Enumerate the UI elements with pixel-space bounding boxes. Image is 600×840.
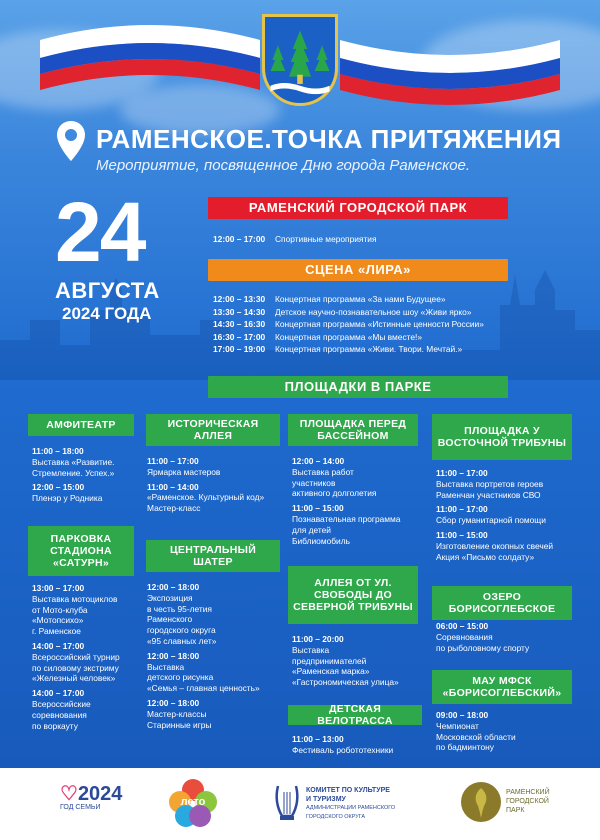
park-logo-line: ГОРОДСКОЙ: [506, 798, 549, 805]
event-time: 12:00 – 14:00: [292, 456, 345, 466]
event-line: Выставка «Развитие.: [32, 456, 115, 467]
event-time: 11:00 – 15:00: [292, 503, 344, 514]
event-line: городского округа: [147, 625, 216, 636]
venue-title-amphitheater: АМФИТЕАТР: [28, 414, 134, 436]
event-time: 11:00 – 20:00: [292, 634, 344, 644]
event-line: «Железный человек»: [32, 673, 116, 684]
page-subtitle: Мероприятие, посвященное Дню города Раменское.: [96, 157, 471, 174]
committee-line: АДМИНИСТРАЦИИ РАМЕНСКОГО: [306, 805, 396, 811]
page-title: РАМЕНСКОЕ.ТОЧКА ПРИТЯЖЕНИЯ: [96, 124, 562, 154]
schedule-time: 12:00 – 13:30: [213, 294, 266, 304]
venue-tent: [147, 582, 285, 730]
event-time: 11:00 – 18:00: [32, 446, 84, 456]
summer-logo-text: лето: [180, 796, 206, 808]
summer-logo: [168, 778, 218, 828]
schedule-row: [213, 318, 484, 331]
park-schedule: [213, 233, 377, 246]
venue-title-east: ПЛОЩАДКА У ВОСТОЧНОЙ ТРИБУНЫ: [432, 414, 572, 460]
event-time: 06:00 – 15:00: [436, 621, 489, 631]
event-line: участников: [292, 477, 336, 488]
event-line: в честь 95-летия: [147, 603, 212, 614]
ramenskoye-coat-of-arms-icon: [262, 14, 338, 106]
event-line: Библиомобиль: [292, 535, 350, 546]
event-line: детского рисунка: [147, 672, 214, 683]
venue-title-mfsk: МАУ МФСК «БОРИСОГЛЕБСКИЙ»: [432, 670, 572, 704]
venue-title-alley: ИСТОРИЧЕСКАЯ АЛЛЕЯ: [146, 414, 280, 446]
event-line: Соревнования: [436, 631, 493, 642]
lira-schedule: [213, 293, 484, 356]
location-pin-icon: [56, 120, 86, 162]
event-line: Всероссийский турнир: [32, 651, 120, 662]
event-line: Фестиваль робототехники: [292, 744, 394, 755]
event-line: Изготовление окопных свечей: [436, 540, 554, 551]
event-time: 13:00 – 17:00: [32, 583, 85, 593]
venue-svobody: [292, 634, 422, 688]
schedule-time: 12:00 – 17:00: [213, 234, 266, 244]
event-line: «Гастрономическая улица»: [292, 677, 399, 688]
venue-title-lake: ОЗЕРО БОРИСОГЛЕБСКОЕ: [432, 586, 572, 620]
schedule-text: Спортивные мероприятия: [275, 234, 377, 244]
event-line: Пленэр у Родника: [32, 493, 103, 504]
schedule-row: [213, 233, 377, 246]
event-line: г. Раменское: [32, 626, 81, 637]
schedule-row: [213, 293, 484, 306]
event-line: Стремление. Успех.»: [32, 467, 115, 478]
event-time: 12:00 – 18:00: [147, 697, 200, 708]
schedule-row: [213, 331, 484, 344]
event-time: 14:00 – 17:00: [32, 688, 85, 699]
event-line: Чемпионат: [436, 720, 479, 731]
event-day: 24: [55, 185, 145, 279]
event-line: Мастер-класс: [147, 503, 201, 514]
event-line: Старинные игры: [147, 719, 212, 730]
event-line: активного долголетия: [292, 488, 377, 499]
logo-caption: ГОД СЕМЬИ: [60, 804, 101, 811]
event-line: Познавательная программа: [292, 513, 401, 524]
event-line: «95 славных лет»: [147, 635, 217, 646]
year-of-family-logo: ♡2024 ГОД СЕМЬИ: [60, 783, 123, 811]
venue-lake: [436, 621, 576, 653]
park-banner: РАМЕНСКИЙ ГОРОДСКОЙ ПАРК: [208, 197, 508, 219]
schedule-text: Концертная программа «За нами Будущее»: [275, 294, 446, 304]
event-time: 11:00 – 17:00: [436, 504, 488, 515]
venue-alley: [147, 456, 282, 514]
event-line: Сбор гуманитарной помощи: [436, 515, 546, 526]
event-line: по рыболовному спорту: [436, 642, 530, 653]
schedule-row: [213, 306, 484, 319]
event-month: АВГУСТА: [55, 278, 160, 303]
event-line: «Раменское. Культурный код»: [147, 492, 265, 503]
event-line: по воркауту: [32, 720, 78, 731]
schedule-time: 17:00 – 19:00: [213, 344, 266, 354]
event-time: 11:00 – 15:00: [436, 529, 488, 540]
venue-title-tent: ЦЕНТРАЛЬНЫЙ ШАТЕР: [146, 540, 280, 572]
venue-pool: [292, 456, 422, 546]
schedule-text: Концертная программа «Живи. Твори. Мечтай.»: [275, 344, 463, 354]
schedule-time: 14:30 – 16:30: [213, 319, 266, 329]
venue-amphitheater: [32, 446, 142, 504]
event-line: Московской области: [436, 731, 516, 742]
venue-title-pool: ПЛОЩАДКА ПЕРЕД БАССЕЙНОМ: [288, 414, 418, 446]
event-line: «Мотопсихо»: [32, 615, 84, 626]
event-time: 12:00 – 18:00: [147, 650, 200, 661]
logo-year: 2024: [77, 783, 123, 805]
event-line: Выставка: [292, 644, 330, 655]
event-line: Акция «Письмо солдату»: [436, 551, 535, 562]
committee-line: И ТУРИЗМУ: [306, 796, 346, 803]
event-line: Мастер-классы: [147, 708, 207, 719]
committee-line: КОМИТЕТ ПО КУЛЬТУРЕ: [306, 787, 390, 794]
event-line: предпринимателей: [292, 655, 367, 666]
park-zones-banner: ПЛОЩАДКИ В ПАРКЕ: [208, 376, 508, 398]
committee-line: ГОРОДСКОГО ОКРУГА: [306, 814, 366, 820]
event-line: «Раменская марка»: [292, 666, 370, 677]
event-time: 14:00 – 17:00: [32, 640, 85, 651]
event-year: 2024 ГОДА: [62, 304, 152, 323]
event-line: Выставка мотоциклов: [32, 593, 118, 604]
event-line: Ярмарка мастеров: [147, 466, 221, 477]
footer-logos: [0, 768, 600, 840]
event-line: Раменчан участников СВО: [436, 489, 541, 500]
event-time: 11:00 – 13:00: [292, 734, 344, 744]
event-time: 12:00 – 15:00: [32, 482, 85, 493]
lyre-icon: [272, 782, 302, 826]
event-line: Выставка работ: [292, 466, 354, 477]
event-line: соревнования: [32, 709, 87, 720]
event-line: Выставка: [147, 661, 185, 672]
schedule-text: Концертная программа «Мы вместе!»: [275, 331, 423, 342]
venue-mfsk: [436, 710, 576, 753]
lira-stage-banner: СЦЕНА «ЛИРА»: [208, 259, 508, 281]
venue-velo: [292, 734, 422, 756]
venue-title-svobody: АЛЛЕЯ ОТ УЛ. СВОБОДЫ ДО СЕВЕРНОЙ ТРИБУНЫ: [288, 566, 418, 624]
event-time: 11:00 – 17:00: [147, 456, 199, 466]
venue-title-velo: ДЕТСКАЯ ВЕЛОТРАССА: [288, 705, 422, 725]
event-time: 12:00 – 18:00: [147, 582, 200, 592]
event-line: для детей: [292, 524, 331, 535]
committee-logo-text: [306, 786, 436, 822]
event-line: «Семья – главная ценность»: [147, 683, 260, 694]
schedule-text: Концертная программа «Истинные ценности России»: [275, 319, 484, 329]
event-time: 11:00 – 17:00: [436, 468, 488, 478]
park-logo-text: [506, 788, 576, 815]
event-line: Раменского: [147, 614, 193, 625]
schedule-text: Детское научно-познавательное шоу «Живи ярко»: [275, 306, 472, 317]
event-line: по бадминтону: [436, 742, 494, 753]
venue-saturn: [32, 583, 142, 731]
event-line: Всероссийские: [32, 698, 91, 709]
schedule-row: [213, 343, 484, 356]
schedule-time: 16:30 – 17:00: [213, 331, 266, 342]
park-logo-icon: [460, 780, 502, 824]
event-line: по силовому экстриму: [32, 662, 119, 673]
event-time: 11:00 – 14:00: [147, 481, 199, 492]
schedule-time: 13:30 – 14:30: [213, 306, 266, 317]
park-logo-line: РАМЕНСКИЙ: [506, 789, 550, 796]
event-line: Экспозиция: [147, 592, 193, 603]
event-time: 09:00 – 18:00: [436, 710, 489, 720]
venue-title-saturn: ПАРКОВКА СТАДИОНА «САТУРН»: [28, 526, 134, 576]
event-line: Выставка портретов героев: [436, 478, 544, 489]
park-logo-line: ПАРК: [506, 807, 525, 814]
venue-east: [436, 468, 576, 562]
event-line: от Мото-клуба: [32, 604, 88, 615]
